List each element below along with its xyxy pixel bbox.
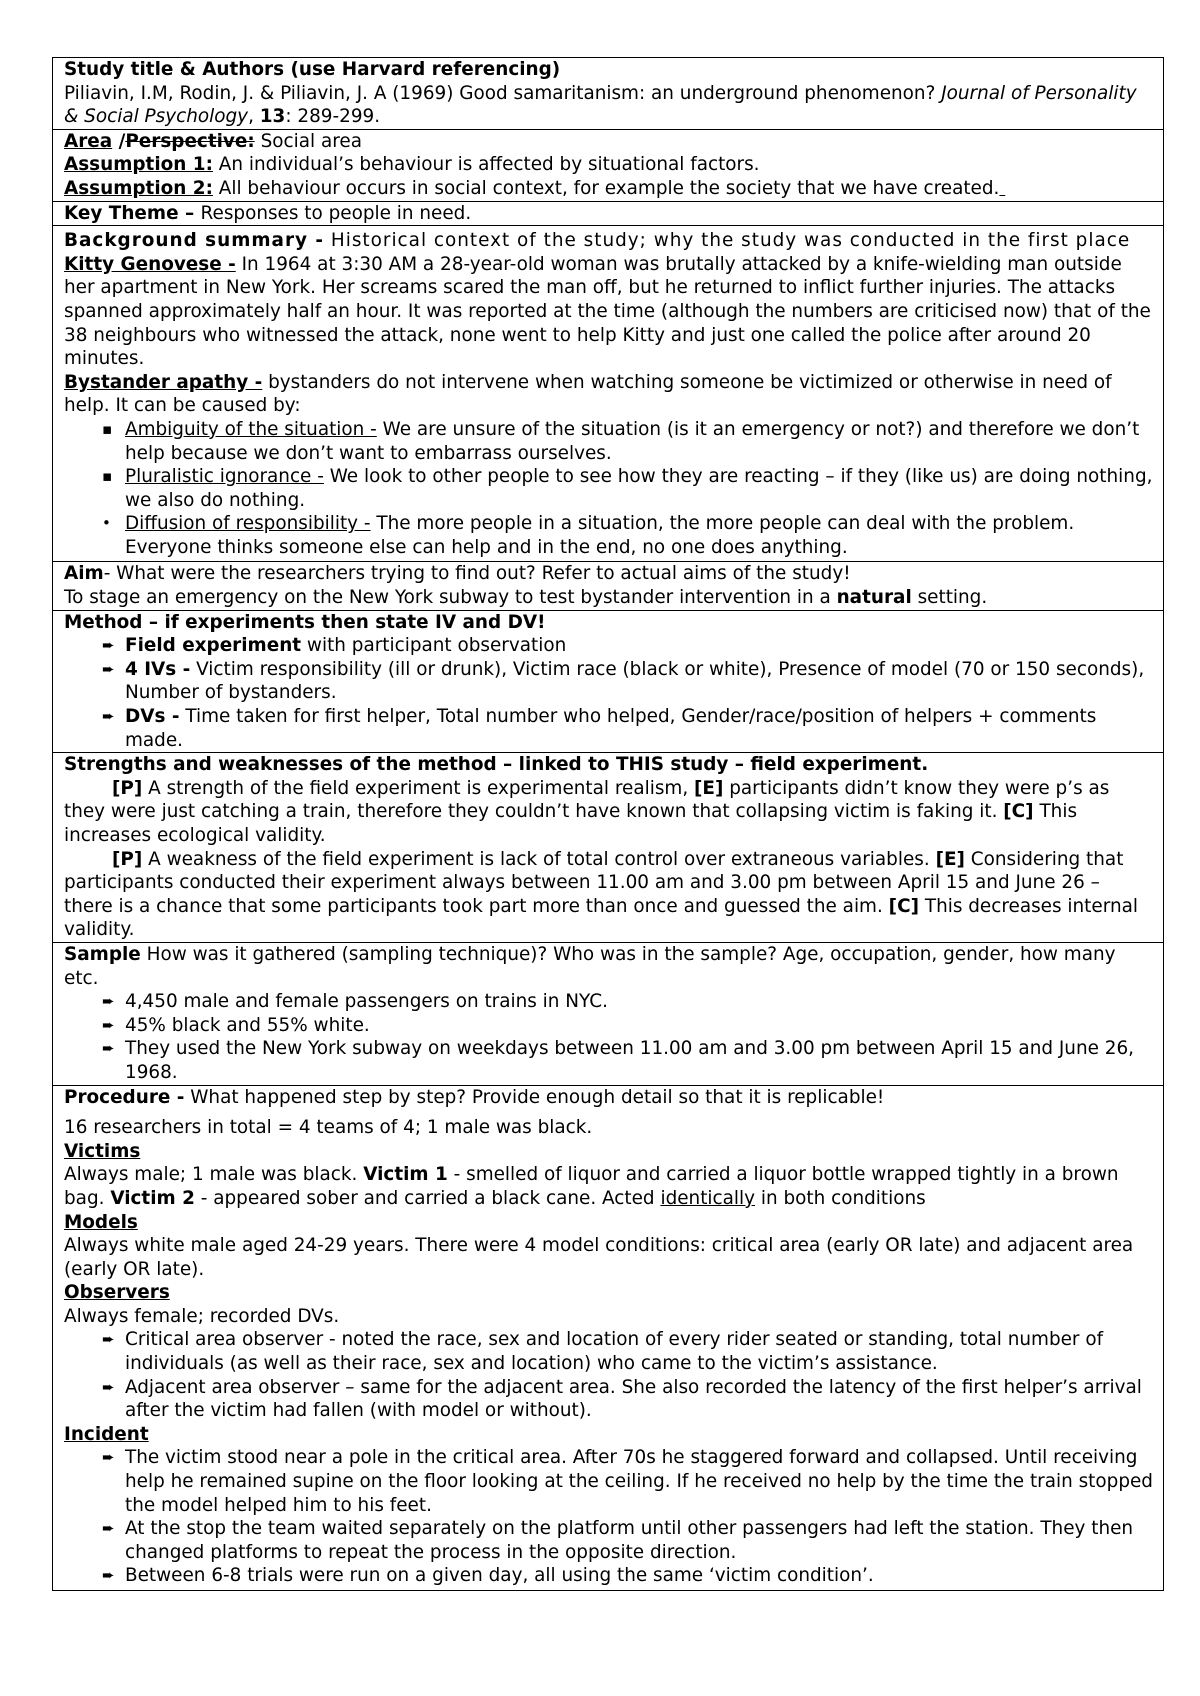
models-heading: Models — [64, 1211, 138, 1233]
arrow-bullet-icon: ➨ — [102, 1377, 115, 1396]
incident-item-text: Between 6-8 trials were run on a given day, all using the same ‘victim condition’. — [125, 1565, 874, 1587]
method-row — [53, 611, 1163, 754]
observers-list — [64, 1328, 1153, 1422]
background-prompt-line — [64, 229, 1153, 253]
list-item — [64, 1037, 1153, 1084]
victim-1-label: Victim 1 — [363, 1164, 448, 1186]
sw-heading: Strengths and weaknesses of the method – linked to THIS study – field experiment. — [64, 754, 929, 776]
list-item — [64, 512, 1153, 559]
background-row — [53, 229, 1163, 562]
arrow-bullet-icon: ➨ — [102, 1448, 115, 1467]
kitty-genovese-text: In 1964 at 3:30 AM a 28-year-old woman was brutally attacked by a knife-wielding man outside her apartment in New York. Her screams scared the man off, but he returned to inflict further injuries. The attacks spanned approximately half an hour. It was reported at the time (although the numbers are criticised now) that of the 38 neighbours who witnessed the attack, none went to help Kitty and just one called the police after around 20 minutes. — [64, 253, 1151, 370]
study-title-heading: Study title & Authors (use Harvard referencing) — [64, 59, 561, 80]
list-item — [64, 1328, 1153, 1375]
assumption-2-label: Assumption 2: — [64, 177, 213, 199]
arrow-bullet-icon: ➨ — [102, 1330, 115, 1349]
area-value: Social area — [254, 130, 362, 152]
sample-item-text: They used the New York subway on weekdays between 11.00 am and 3.00 pm between April 15 and June 26, 1968. — [125, 1038, 1135, 1083]
method-item-text: with participant observation — [301, 635, 567, 657]
procedure-prompt-line — [64, 1086, 1153, 1110]
arrow-bullet-icon: ➨ — [102, 659, 115, 678]
list-item — [64, 990, 1153, 1014]
background-label: Background summary - — [64, 230, 325, 252]
victims-text-d: in both conditions — [755, 1187, 926, 1209]
weakness-point-text: A weakness of the field experiment is lack of total control over extraneous variables. — [142, 848, 936, 870]
victim-2-label: Victim 2 — [110, 1187, 195, 1209]
round-bullet-icon: • — [102, 514, 111, 533]
bystander-apathy-text: bystanders do not intervene when watching someone be victimized or otherwise in need of help. It can be caused by: — [64, 371, 1112, 417]
key-theme-text: Responses to people in need. — [200, 202, 472, 224]
strengths-weaknesses-row — [53, 753, 1163, 943]
strength-explain-text: participants didn’t know they were p’s as they were just catching a train, therefore they couldn’t have known that collapsing victim is faking it. — [64, 777, 1110, 823]
weakness-explain-marker: [E] — [935, 848, 965, 870]
procedure-row — [53, 1086, 1163, 1590]
area-row — [53, 130, 1163, 202]
sample-row — [53, 943, 1163, 1086]
area-label: Area — [64, 130, 113, 152]
aim-text-natural: natural — [836, 587, 912, 609]
method-item-label: 4 IVs - — [125, 658, 191, 680]
observers-text: Always female; recorded DVs. — [64, 1305, 340, 1327]
method-item-text: Time taken for first helper, Total number who helped, Gender/race/position of helpers + comments made. — [125, 706, 1097, 751]
cause-label: Pluralistic ignorance - — [125, 466, 324, 488]
incident-item-text: At the stop the team waited separately on the platform until other passengers had left the station. They then changed platforms to repeat the process in the opposite direction. — [125, 1518, 1134, 1563]
aim-label: Aim — [64, 563, 104, 585]
arrow-bullet-icon: ➨ — [102, 1566, 115, 1585]
arrow-bullet-icon: ➨ — [102, 1519, 115, 1538]
victims-text-a: Always male; 1 male was black. — [64, 1164, 364, 1186]
weakness-conclude-marker: [C] — [888, 895, 919, 917]
aim-text — [64, 586, 1153, 610]
assumption-2 — [64, 177, 1153, 201]
incident-list — [64, 1446, 1153, 1588]
strength-conclude-text: This increases ecological validity. — [64, 801, 1078, 846]
observer-item-text: Critical area observer - noted the race, sex and location of every rider seated or standing, total number of individuals (as well as their race, sex and location) who came to the victim’s assistance. — [125, 1329, 1104, 1375]
list-item — [64, 1564, 1153, 1588]
list-item — [64, 705, 1153, 752]
procedure-label: Procedure - — [64, 1086, 185, 1108]
victims-text-b: - smelled of liquor and carried a liquor bottle wrapped tightly in a brown bag. — [64, 1164, 1119, 1209]
procedure-prompt: What happened step by step? Provide enough detail so that it is replicable! — [184, 1086, 885, 1108]
key-theme-row — [53, 202, 1163, 227]
study-title-row — [53, 58, 1163, 130]
sample-label: Sample — [64, 943, 141, 965]
reference-journal: Journal of Personality & Social Psychology — [64, 82, 1137, 128]
sample-list — [64, 990, 1153, 1084]
study-summary-table — [52, 57, 1164, 1591]
models-text: Always white male aged 24-29 years. There were 4 model conditions: critical area (early OR late) and adjacent area (early OR late). — [64, 1235, 1134, 1280]
list-item — [64, 1014, 1153, 1038]
perspective-label: Perspective: — [125, 130, 255, 152]
aim-row — [53, 562, 1163, 610]
aim-text-start: To stage an emergency on the New York subway to test bystander intervention in a — [64, 587, 837, 609]
observers-heading: Observers — [64, 1282, 170, 1304]
cause-label: Ambiguity of the situation - — [125, 418, 377, 440]
square-bullet-icon: ▪ — [102, 467, 113, 486]
aim-prompt-line — [64, 562, 1153, 586]
assumption-1-label: Assumption 1: — [64, 154, 213, 176]
assumption-2-tail — [999, 178, 1005, 199]
sample-item-text: 45% black and 55% white. — [125, 1014, 370, 1036]
list-item — [64, 1517, 1153, 1564]
bystander-apathy-paragraph — [64, 371, 1153, 418]
reference-authors-title: Piliavin, I.M, Rodin, J. & Piliavin, J. A (1969) Good samaritanism: an underground phenomenon? — [64, 82, 942, 104]
cause-text: We look to other people to see how they are reacting – if they (like us) are doing nothing, we also do nothing. — [125, 466, 1153, 511]
study-reference — [64, 82, 1153, 129]
arrow-bullet-icon: ➨ — [102, 636, 115, 655]
background-prompt: Historical context of the study; why the study was conducted in the first place — [324, 230, 1131, 252]
list-item — [64, 418, 1153, 465]
assumption-1-text: An individual’s behaviour is affected by situational factors. — [212, 154, 760, 176]
method-item-label: DVs - — [125, 706, 180, 728]
incident-heading: Incident — [64, 1423, 149, 1445]
assumption-2-text: All behaviour occurs in social context, for example the society that we have created. — [212, 177, 1000, 199]
victims-heading: Victims — [64, 1140, 141, 1162]
bystander-apathy-label: Bystander apathy - — [64, 371, 263, 393]
list-item — [64, 658, 1153, 705]
weakness-point-marker: [P] — [112, 848, 143, 870]
list-item — [64, 465, 1153, 512]
arrow-bullet-icon: ➨ — [102, 1039, 115, 1058]
kitty-genovese-label: Kitty Genovese - — [64, 253, 236, 275]
reference-volume: 13 — [259, 106, 286, 128]
weakness-paragraph — [64, 848, 1153, 942]
weakness-conclude-text: This decreases internal validity. — [64, 895, 1138, 941]
strength-conclude-marker: [C] — [1003, 801, 1034, 823]
area-separator: / — [112, 130, 126, 152]
sample-item-text: 4,450 male and female passengers on trains in NYC. — [125, 991, 608, 1013]
method-item-text: Victim responsibility (ill or drunk), Victim race (black or white), Presence of model (70 or 150 seconds), Number of bystanders. — [125, 658, 1145, 704]
arrow-bullet-icon: ➨ — [102, 707, 115, 726]
list-item — [64, 1376, 1153, 1423]
method-heading: Method – if experiments then state IV and DV! — [64, 611, 546, 633]
sample-prompt-line — [64, 943, 1153, 990]
arrow-bullet-icon: ➨ — [102, 992, 115, 1011]
method-list — [64, 634, 1153, 752]
square-bullet-icon: ▪ — [102, 419, 113, 438]
cause-text: We are unsure of the situation (is it an emergency or not?) and therefore we don’t help because we don’t want to embarrass ourselves. — [125, 418, 1140, 464]
procedure-intro: 16 researchers in total = 4 teams of 4; 1 male was black. — [64, 1117, 593, 1139]
key-theme-label: Key Theme – — [64, 202, 201, 224]
weakness-explain-text: Considering that participants conducted their experiment always between 11.00 am and 3.00 pm between April 15 and June 26 – there is a chance that some participants took part more than once and guessed the aim. — [64, 848, 1124, 917]
strength-explain-marker: [E] — [694, 777, 724, 799]
area-line — [64, 130, 1153, 154]
victims-text-c: - appeared sober and carried a black cane. Acted — [194, 1187, 661, 1209]
arrow-bullet-icon: ➨ — [102, 1015, 115, 1034]
kitty-genovese-paragraph — [64, 253, 1153, 371]
cause-text: The more people in a situation, the more people can deal with the problem. Everyone thinks someone else can help and in the end, no one does anything. — [125, 513, 1075, 558]
cause-label: Diffusion of responsibility - — [125, 513, 371, 535]
strength-point-marker: [P] — [112, 777, 143, 799]
sample-prompt: How was it gathered (sampling technique)? Who was in the sample? Age, occupation, gender, how many etc. — [64, 943, 1116, 989]
aim-text-end: setting. — [911, 587, 988, 609]
apathy-causes-list — [64, 418, 1153, 560]
incident-item-text: The victim stood near a pole in the critical area. After 70s he staggered forward and collapsed. Until receiving help he remained supine on the floor looking at the ceiling. If he received no help by the time the train stopped the model helped him to his feet. — [125, 1447, 1153, 1516]
strength-paragraph — [64, 777, 1153, 848]
list-item — [64, 634, 1153, 658]
victims-identically: identically — [660, 1187, 756, 1209]
observer-item-text: Adjacent area observer – same for the adjacent area. She also recorded the latency of the first helper’s arrival after the victim had fallen (with model or without). — [125, 1376, 1142, 1422]
method-item-label: Field experiment — [125, 635, 302, 657]
victims-text — [64, 1163, 1153, 1210]
assumption-1 — [64, 153, 1153, 177]
reference-comma: , — [248, 106, 260, 128]
list-item — [64, 1446, 1153, 1517]
aim-prompt: - What were the researchers trying to find out? Refer to actual aims of the study! — [103, 563, 851, 585]
reference-pages: : 289-299. — [285, 106, 381, 128]
strength-point-text: A strength of the field experiment is experimental realism, — [142, 777, 695, 799]
